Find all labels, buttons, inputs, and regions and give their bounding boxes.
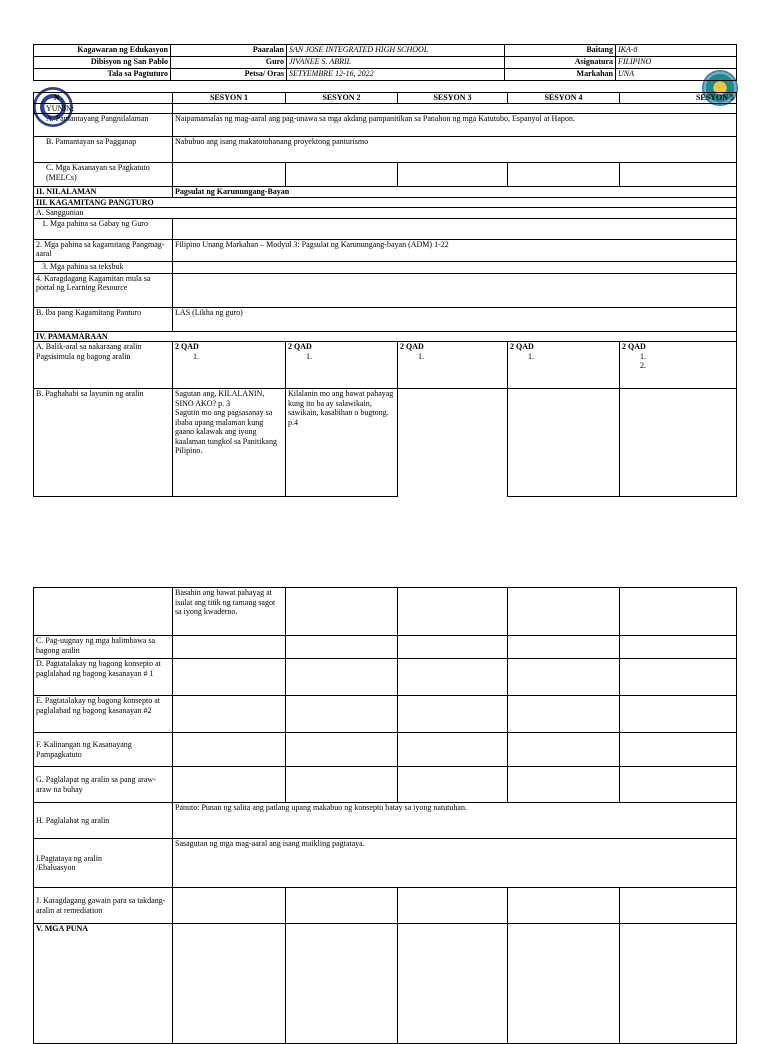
- qad-4-item: 1.: [528, 351, 534, 361]
- qad-1-item: 1.: [193, 351, 199, 361]
- grade-value: IKA-8: [616, 45, 737, 57]
- session-5-header: SESYON 5: [620, 93, 737, 104]
- iba-pang-kagamitang-label: B. Iba pang Kagamitang Panturo: [34, 307, 173, 331]
- teacher-label: Guro: [171, 57, 287, 69]
- lesson-plan-table-page1: [33, 92, 737, 497]
- division-label: Dibisyon ng San Pablo: [34, 57, 171, 69]
- session-2-activity: Kilalanin mo ang bawat pahayag kung ito ba ay salawikain, sawikain, kasabihan o bugtong. p.4: [286, 389, 398, 497]
- learning-resource-label: 4. Karagdagang Kagamitan mula sa portal ng Learning Resource: [34, 273, 173, 307]
- layunin-label: YUNIN:: [34, 103, 173, 114]
- sanggunian-label: A. Sanggunian: [34, 208, 737, 219]
- nilalaman-label: II. NILALAMAN: [34, 187, 173, 198]
- qad-5: 2 QAD: [622, 342, 646, 351]
- kasanayan-1-label: D. Pagtatalakay ng bagong konsepto at paglalahad ng bagong kasanayan # 1: [34, 659, 173, 696]
- kagamitang-pangmag-aaral-label: 2. Mga pahina sa kagamitang Pangmag-aaral: [34, 239, 173, 261]
- balik-aral-label: A. Balik-aral sa nakaraang aralin Pagsisimula ng bagong aralin: [34, 342, 173, 389]
- pamamaraan-label: IV. PAMAMARAAN: [34, 331, 737, 342]
- pag-uugnay-label: C. Pag-uugnay ng mga halimbawa sa bagong aralin: [34, 636, 173, 659]
- session-4-header: SESYON 4: [508, 93, 620, 104]
- nilalaman-value: Pagsulat ng Karunungang-Bayan: [173, 187, 737, 198]
- school-label: Paaralan: [171, 45, 287, 57]
- subject-value: FILIPINO: [616, 57, 737, 69]
- mga-puna-label: V. MGA PUNA: [34, 924, 173, 1044]
- paghahabi-label: B. Paghahabi sa layunin ng aralin: [34, 389, 173, 497]
- pamantayang-pangnilalaman-value: Naipamamalas ng mag-aaral ang pag-unawa sa mga akdang pampanitikan sa Panahon ng mga Katutubo, Espanyol at Hapon.: [173, 114, 737, 137]
- header-table: [33, 44, 737, 81]
- session-1-activity: Sagutan ang, KILALANIN, SINO AKO? p. 3 Sagutin mo ang pagsasanay sa ibaba upang malaman kung gaano kalawak ang iyong kaalaman tungkol sa Panitikang Pilipino.: [173, 389, 286, 497]
- paglalahat-value: Panuto: Punan ng salita ang patlang upang makabuo ng konsepto batay sa iyong natutuhan.: [173, 803, 737, 839]
- paglalapat-label: G. Paglalapat ng aralin sa pang araw- araw na buhay: [34, 767, 173, 803]
- kalinangan-label: F. Kalinangan ng Kasanayang Pampagkatuto: [34, 733, 173, 767]
- date-label: Petsa/ Oras: [171, 69, 287, 81]
- lesson-plan-table-page2: [33, 587, 737, 1044]
- subject-label: Asignatura: [505, 57, 616, 69]
- kagamitang-pangturo-label: III. KAGAMITANG PANGTURO: [34, 197, 737, 208]
- pamantayan-sa-pagganap-label: B. Pamantayan sa Pagganap: [34, 137, 173, 163]
- school-value: SAN JOSE INTEGRATED HIGH SCHOOL: [287, 45, 505, 57]
- qad-3: 2 QAD: [400, 342, 424, 351]
- qad-5-item-1: 1.: [640, 351, 646, 361]
- quarter-label: Markahan: [505, 69, 616, 81]
- pagtataya-value: Sasagutan ng mga mag-aaral ang isang maikling pagtataya.: [173, 839, 737, 888]
- quarter-value: UNA: [616, 69, 737, 81]
- dept-label: Kagawaran ng Edukasyon: [34, 45, 171, 57]
- karagdagang-gawain-label: J. Karagdagang gawain para sa takdang- aralin at remediation: [34, 888, 173, 924]
- qad-3-item: 1.: [418, 351, 424, 361]
- pamantayang-pangnilalaman-label: A. Pamantayang Pangnilalaman: [34, 114, 173, 137]
- qad-2: 2 QAD: [288, 342, 312, 351]
- sesyon-col-label: N: [34, 93, 173, 104]
- teacher-value: JIVANEE S. ABRIL: [287, 57, 505, 69]
- session-2-header: SESYON 2: [286, 93, 398, 104]
- grade-label: Baitang: [505, 45, 616, 57]
- iba-pang-kagamitang-value: LAS (Likha ng guro): [173, 307, 737, 331]
- qad-2-item: 1.: [306, 351, 312, 361]
- qad-4: 2 QAD: [510, 342, 534, 351]
- session-1-header: SESYON 1: [173, 93, 286, 104]
- teksbuk-label: 3. Mga pahina sa teksbuk: [34, 261, 173, 273]
- kagamitang-pangmag-aaral-value: Filipino Unang Markahan – Modyul 3: Pagsulat ng Karunungang-bayan (ADM) 1-22: [173, 239, 737, 261]
- gabay-ng-guro-label: 1. Mga pahina sa Gabay ng Guro: [34, 218, 173, 239]
- plan-label: Tala sa Pagtuturo: [34, 69, 171, 81]
- qad-5-item-2: 2.: [640, 361, 646, 370]
- paglalahat-label: H. Paglalahat ng aralin: [34, 803, 173, 839]
- pagtataya-label: I.Pagtataya ng aralin /Ebaluasyon: [34, 839, 173, 888]
- basahin-activity: Basahin ang bawat pahayag at isulat ang titik ng tamang sagot sa iyong kwaderno.: [173, 588, 286, 636]
- melc-label: C. Mga Kasanayan sa Pagkatuto (MELCs): [34, 163, 173, 187]
- date-value: SETYEMBRE 12-16, 2022: [287, 69, 505, 81]
- qad-1: 2 QAD: [175, 342, 199, 351]
- pamantayan-sa-pagganap-value: Nabubuo ang isang makatotohanang proyektong panturismo: [173, 137, 737, 163]
- session-3-header: SESYON 3: [398, 93, 508, 104]
- kasanayan-2-label: E. Pagtatalakay ng bagong konsepto at paglalahad ng bagong kasanayan #2: [34, 696, 173, 733]
